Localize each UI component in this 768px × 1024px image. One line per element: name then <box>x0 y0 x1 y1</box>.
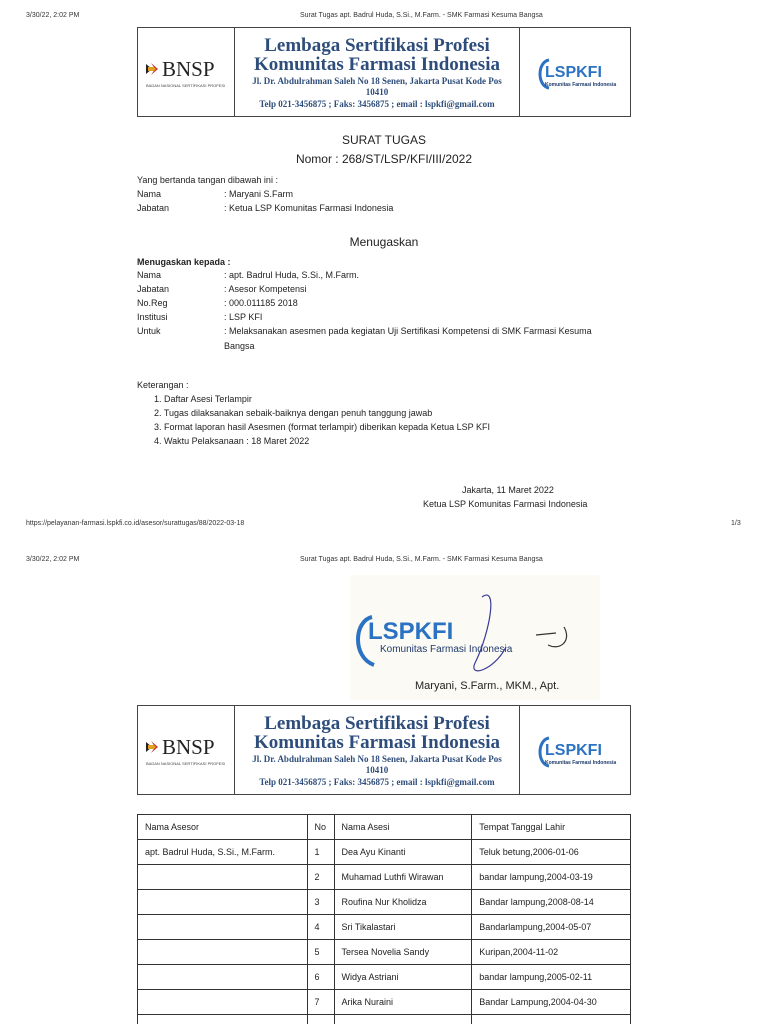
cell-nama-asesi: Tersea Novelia Sandy <box>334 940 472 965</box>
letterhead-text <box>235 706 519 794</box>
letterhead-title-2: Komunitas Farmasi Indonesia <box>254 54 500 75</box>
table-row <box>138 990 631 1015</box>
lspkfi-logo-text: LSPKFI <box>545 64 602 81</box>
cell-nama-asesor <box>138 965 308 990</box>
assignee-label: No.Reg <box>137 298 168 308</box>
letterhead <box>137 27 631 117</box>
lspkfi-logo <box>535 50 625 98</box>
cell-nama-asesor <box>138 915 308 940</box>
assignee-row <box>137 312 262 322</box>
lspkfi-logo-cell <box>519 706 630 794</box>
table-header-row <box>138 815 631 840</box>
bnsp-emblem-icon <box>146 740 162 754</box>
signer-position-label: Jabatan <box>137 203 170 213</box>
assignee-purpose-cont: Bangsa <box>224 341 255 351</box>
cell-no: 1 <box>307 840 334 865</box>
cell-tempat-tanggal-lahir: Kuripan,2004-11-02 <box>472 940 631 965</box>
letter-number: Nomor : 268/ST/LSP/KFI/III/2022 <box>295 152 473 166</box>
letterhead-text <box>235 28 519 116</box>
print-page-number: 1/3 <box>731 520 741 527</box>
cell-nama-asesi: Dea Ayu Kinanti <box>334 840 472 865</box>
cell-no: 5 <box>307 940 334 965</box>
assignee-value: : Melaksanakan asesmen pada kegiatan Uji Sertifikasi Kompetensi di SMK Farmasi Kesuma <box>224 326 592 336</box>
print-doc-title: Surat Tugas apt. Badrul Huda, S.Si., M.Farm. - SMK Farmasi Kesuma Bangsa <box>300 12 543 19</box>
letterhead-title-2: Komunitas Farmasi Indonesia <box>254 732 500 753</box>
cell-nama-asesor <box>138 990 308 1015</box>
bnsp-logo-sub: BADAN NASIONAL SERTIFIKASI PROFESI <box>146 83 226 88</box>
bnsp-logo-text: BNSP <box>162 57 215 81</box>
bnsp-logo-sub: BADAN NASIONAL SERTIFIKASI PROFESI <box>146 761 226 766</box>
stamp-text: LSPKFI <box>368 618 454 645</box>
letterhead-contact: Telp 021-3456875 ; Faks: 3456875 ; email : lspkfi@gmail.com <box>259 777 495 787</box>
note-item: 2. Tugas dilaksanakan sebaik-baiknya dengan penuh tanggung jawab <box>154 408 433 418</box>
asesi-table <box>137 814 631 1024</box>
bnsp-logo-cell <box>138 28 235 116</box>
bnsp-logo <box>146 58 234 92</box>
bnsp-logo <box>146 736 234 770</box>
cell-nama-asesor <box>138 865 308 890</box>
signature-name: Maryani, S.Farm., MKM., Apt. <box>415 680 560 692</box>
lspkfi-logo <box>535 728 625 776</box>
cell-no: 6 <box>307 965 334 990</box>
cell-nama-asesor: apt. Badrul Huda, S.Si., M.Farm. <box>138 840 308 865</box>
note-item: 4. Waktu Pelaksanaan : 18 Maret 2022 <box>154 436 310 446</box>
bnsp-emblem-icon <box>146 62 162 76</box>
table-body <box>138 840 631 1024</box>
cell-nama-asesi: Arika Nuraini <box>334 990 472 1015</box>
cell-no <box>307 1015 334 1024</box>
signer-title: Ketua LSP Komunitas Farmasi Indonesia <box>423 499 588 509</box>
table-row <box>138 840 631 865</box>
print-datetime: 3/30/22, 2:02 PM <box>26 12 80 19</box>
letterhead <box>137 705 631 795</box>
lspkfi-logo-text: LSPKFI <box>545 742 602 759</box>
print-url: https://pelayanan-farmasi.lspkfi.co.id/asesor/surattugas/88/2022-03-18 <box>26 520 245 527</box>
signer-position-row <box>137 203 393 213</box>
signer-name-row <box>137 189 293 199</box>
assignee-row <box>137 298 298 308</box>
cell-tempat-tanggal-lahir: bandar lampung,2005-02-11 <box>472 965 631 990</box>
cell-no: 2 <box>307 865 334 890</box>
cell-tempat-tanggal-lahir: Bandar Lampung,2004-04-30 <box>472 990 631 1015</box>
assignee-value: : LSP KFI <box>224 312 263 322</box>
cell-nama-asesi: Widya Astriani <box>334 965 472 990</box>
table-row <box>138 940 631 965</box>
bnsp-logo-text: BNSP <box>162 735 215 759</box>
table-row <box>138 865 631 890</box>
assignee-label: Untuk <box>137 326 161 336</box>
cell-no: 3 <box>307 890 334 915</box>
cell-nama-asesi <box>334 1015 472 1024</box>
table-row <box>138 890 631 915</box>
assignee-label: Jabatan <box>137 284 170 294</box>
place-date: Jakarta, 11 Maret 2022 <box>462 485 554 495</box>
letterhead-address-1: Jl. Dr. Abdulrahman Saleh No 18 Senen, Jakarta Pusat Kode Pos <box>252 76 502 86</box>
letter-title: SURAT TUGAS <box>341 133 427 147</box>
letterhead-address <box>237 76 517 98</box>
assignee-row <box>137 270 359 280</box>
note-item: 3. Format laporan hasil Asesmen (format terlampir) diberikan kepada Ketua LSP KFI <box>154 422 490 432</box>
lspkfi-logo-sub: Komunitas Farmasi Indonesia <box>545 82 617 88</box>
assignee-row <box>137 284 307 294</box>
letterhead-contact: Telp 021-3456875 ; Faks: 3456875 ; email : lspkfi@gmail.com <box>259 99 495 109</box>
bnsp-logo-cell <box>138 706 235 794</box>
header-tempat-tanggal-lahir: Tempat Tanggal Lahir <box>472 815 631 840</box>
cell-nama-asesi: Roufina Nur Kholidza <box>334 890 472 915</box>
lspkfi-logo-cell <box>519 28 630 116</box>
assign-intro: Menugaskan kepada : <box>137 257 231 267</box>
cell-nama-asesi: Sri Tikalastari <box>334 915 472 940</box>
cell-tempat-tanggal-lahir: Bandar lampung,2008-08-14 <box>472 890 631 915</box>
signer-intro: Yang bertanda tangan dibawah ini : <box>137 175 278 185</box>
lspkfi-logo-sub: Komunitas Farmasi Indonesia <box>545 760 617 766</box>
notes-label: Keterangan : <box>137 380 189 390</box>
cell-tempat-tanggal-lahir: Teluk betung,2006-01-06 <box>472 840 631 865</box>
letterhead-address <box>237 754 517 776</box>
letterhead-address-2: 10410 <box>365 765 389 775</box>
table-row <box>138 915 631 940</box>
letterhead-title-1: Lembaga Sertifikasi Profesi <box>264 35 490 56</box>
assignee-value: : 000.011185 2018 <box>224 298 298 308</box>
cell-tempat-tanggal-lahir <box>472 1015 631 1024</box>
cell-nama-asesor <box>138 1015 308 1024</box>
assignee-row <box>137 326 592 336</box>
cell-nama-asesor <box>138 940 308 965</box>
cell-no: 4 <box>307 915 334 940</box>
stamp-sub: Komunitas Farmasi Indonesia <box>380 644 513 655</box>
signer-name-label: Nama <box>137 189 162 199</box>
assignee-value: : apt. Badrul Huda, S.Si., M.Farm. <box>224 270 360 280</box>
assign-heading: Menugaskan <box>349 235 419 249</box>
assignee-value: : Asesor Kompetensi <box>224 284 307 294</box>
letterhead-address-2: 10410 <box>365 87 389 97</box>
signer-position-value: : Ketua LSP Komunitas Farmasi Indonesia <box>224 203 394 213</box>
cell-tempat-tanggal-lahir: bandar lampung,2004-03-19 <box>472 865 631 890</box>
assignee-label: Nama <box>137 270 162 280</box>
letterhead-title-1: Lembaga Sertifikasi Profesi <box>264 713 490 734</box>
cell-tempat-tanggal-lahir: Bandarlampung,2004-05-07 <box>472 915 631 940</box>
cell-nama-asesi: Muhamad Luthfi Wirawan <box>334 865 472 890</box>
note-item: 1. Daftar Asesi Terlampir <box>154 394 252 404</box>
print-datetime: 3/30/22, 2:02 PM <box>26 556 80 563</box>
header-nama-asesi: Nama Asesi <box>334 815 472 840</box>
cell-no: 7 <box>307 990 334 1015</box>
header-nama-asesor: Nama Asesor <box>138 815 308 840</box>
table-row <box>138 965 631 990</box>
table-row <box>138 1015 631 1024</box>
header-no: No <box>307 815 334 840</box>
cell-nama-asesor <box>138 890 308 915</box>
print-doc-title: Surat Tugas apt. Badrul Huda, S.Si., M.Farm. - SMK Farmasi Kesuma Bangsa <box>300 556 543 563</box>
assignee-label: Institusi <box>137 312 168 322</box>
signer-name-value: : Maryani S.Farm <box>224 189 294 199</box>
letterhead-address-1: Jl. Dr. Abdulrahman Saleh No 18 Senen, Jakarta Pusat Kode Pos <box>252 754 502 764</box>
